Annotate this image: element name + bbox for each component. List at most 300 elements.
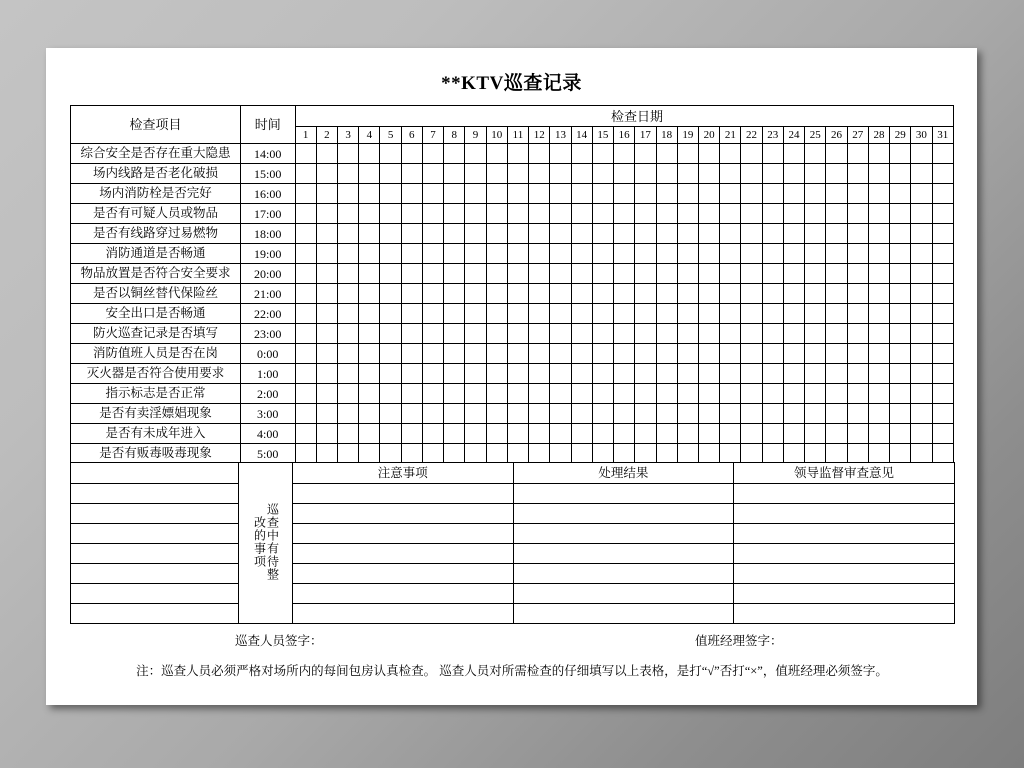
check-cell-day-22[interactable] <box>741 304 762 324</box>
check-cell-day-2[interactable] <box>316 424 337 444</box>
check-cell-day-26[interactable] <box>826 224 847 244</box>
check-cell-day-20[interactable] <box>698 184 719 204</box>
check-cell-day-14[interactable] <box>571 284 592 304</box>
check-cell-day-25[interactable] <box>805 324 826 344</box>
check-cell-day-15[interactable] <box>592 424 613 444</box>
check-cell-day-13[interactable] <box>550 364 571 384</box>
check-cell-day-3[interactable] <box>337 164 358 184</box>
check-cell-day-17[interactable] <box>635 224 656 244</box>
check-cell-day-30[interactable] <box>911 184 932 204</box>
check-cell-day-21[interactable] <box>720 224 741 244</box>
check-cell-day-17[interactable] <box>635 364 656 384</box>
check-cell-day-7[interactable] <box>422 184 443 204</box>
check-cell-day-8[interactable] <box>444 284 465 304</box>
check-cell-day-24[interactable] <box>783 324 804 344</box>
remarks-blank-cell[interactable] <box>513 484 734 504</box>
check-cell-day-5[interactable] <box>380 164 401 184</box>
check-cell-day-22[interactable] <box>741 324 762 344</box>
check-cell-day-5[interactable] <box>380 284 401 304</box>
check-cell-day-20[interactable] <box>698 284 719 304</box>
check-cell-day-19[interactable] <box>677 164 698 184</box>
check-cell-day-25[interactable] <box>805 404 826 424</box>
check-cell-day-22[interactable] <box>741 144 762 164</box>
check-cell-day-7[interactable] <box>422 144 443 164</box>
check-cell-day-13[interactable] <box>550 324 571 344</box>
check-cell-day-30[interactable] <box>911 224 932 244</box>
check-cell-day-10[interactable] <box>486 264 507 284</box>
check-cell-day-22[interactable] <box>741 444 762 464</box>
check-cell-day-4[interactable] <box>359 324 380 344</box>
check-cell-day-14[interactable] <box>571 144 592 164</box>
check-cell-day-10[interactable] <box>486 144 507 164</box>
check-cell-day-14[interactable] <box>571 184 592 204</box>
check-cell-day-26[interactable] <box>826 304 847 324</box>
check-cell-day-11[interactable] <box>507 224 528 244</box>
check-cell-day-8[interactable] <box>444 164 465 184</box>
check-cell-day-1[interactable] <box>295 164 316 184</box>
check-cell-day-14[interactable] <box>571 364 592 384</box>
check-cell-day-11[interactable] <box>507 284 528 304</box>
check-cell-day-20[interactable] <box>698 404 719 424</box>
check-cell-day-8[interactable] <box>444 184 465 204</box>
check-cell-day-3[interactable] <box>337 284 358 304</box>
check-cell-day-12[interactable] <box>529 384 550 404</box>
remarks-blank-cell[interactable] <box>293 524 514 544</box>
check-cell-day-13[interactable] <box>550 244 571 264</box>
check-cell-day-5[interactable] <box>380 324 401 344</box>
check-cell-day-11[interactable] <box>507 264 528 284</box>
check-cell-day-31[interactable] <box>932 364 953 384</box>
check-cell-day-7[interactable] <box>422 224 443 244</box>
check-cell-day-31[interactable] <box>932 164 953 184</box>
remarks-left-blank-cell[interactable] <box>71 484 239 504</box>
check-cell-day-6[interactable] <box>401 344 422 364</box>
remarks-blank-cell[interactable] <box>513 544 734 564</box>
check-cell-day-11[interactable] <box>507 384 528 404</box>
check-cell-day-31[interactable] <box>932 304 953 324</box>
check-cell-day-16[interactable] <box>614 164 635 184</box>
check-cell-day-20[interactable] <box>698 244 719 264</box>
check-cell-day-23[interactable] <box>762 244 783 264</box>
check-cell-day-26[interactable] <box>826 324 847 344</box>
check-cell-day-28[interactable] <box>868 404 889 424</box>
check-cell-day-14[interactable] <box>571 344 592 364</box>
check-cell-day-28[interactable] <box>868 344 889 364</box>
check-cell-day-17[interactable] <box>635 164 656 184</box>
check-cell-day-20[interactable] <box>698 304 719 324</box>
check-cell-day-14[interactable] <box>571 324 592 344</box>
remarks-left-blank-cell[interactable] <box>71 604 239 624</box>
check-cell-day-5[interactable] <box>380 184 401 204</box>
check-cell-day-22[interactable] <box>741 404 762 424</box>
check-cell-day-25[interactable] <box>805 304 826 324</box>
check-cell-day-31[interactable] <box>932 184 953 204</box>
check-cell-day-5[interactable] <box>380 264 401 284</box>
check-cell-day-21[interactable] <box>720 264 741 284</box>
check-cell-day-14[interactable] <box>571 264 592 284</box>
check-cell-day-22[interactable] <box>741 244 762 264</box>
check-cell-day-18[interactable] <box>656 144 677 164</box>
check-cell-day-24[interactable] <box>783 284 804 304</box>
check-cell-day-16[interactable] <box>614 304 635 324</box>
check-cell-day-5[interactable] <box>380 224 401 244</box>
check-cell-day-11[interactable] <box>507 324 528 344</box>
check-cell-day-1[interactable] <box>295 184 316 204</box>
check-cell-day-11[interactable] <box>507 204 528 224</box>
check-cell-day-20[interactable] <box>698 204 719 224</box>
remarks-blank-cell[interactable] <box>513 584 734 604</box>
check-cell-day-27[interactable] <box>847 364 868 384</box>
check-cell-day-2[interactable] <box>316 204 337 224</box>
check-cell-day-26[interactable] <box>826 144 847 164</box>
check-cell-day-6[interactable] <box>401 444 422 464</box>
check-cell-day-22[interactable] <box>741 284 762 304</box>
check-cell-day-6[interactable] <box>401 324 422 344</box>
check-cell-day-29[interactable] <box>890 164 911 184</box>
check-cell-day-31[interactable] <box>932 324 953 344</box>
check-cell-day-14[interactable] <box>571 384 592 404</box>
check-cell-day-1[interactable] <box>295 444 316 464</box>
check-cell-day-3[interactable] <box>337 344 358 364</box>
check-cell-day-8[interactable] <box>444 304 465 324</box>
check-cell-day-21[interactable] <box>720 184 741 204</box>
check-cell-day-23[interactable] <box>762 344 783 364</box>
check-cell-day-26[interactable] <box>826 284 847 304</box>
check-cell-day-7[interactable] <box>422 364 443 384</box>
check-cell-day-2[interactable] <box>316 184 337 204</box>
check-cell-day-19[interactable] <box>677 344 698 364</box>
check-cell-day-18[interactable] <box>656 264 677 284</box>
check-cell-day-6[interactable] <box>401 404 422 424</box>
check-cell-day-6[interactable] <box>401 304 422 324</box>
check-cell-day-16[interactable] <box>614 444 635 464</box>
check-cell-day-16[interactable] <box>614 344 635 364</box>
check-cell-day-17[interactable] <box>635 404 656 424</box>
check-cell-day-18[interactable] <box>656 204 677 224</box>
check-cell-day-15[interactable] <box>592 164 613 184</box>
check-cell-day-11[interactable] <box>507 144 528 164</box>
check-cell-day-29[interactable] <box>890 184 911 204</box>
check-cell-day-28[interactable] <box>868 204 889 224</box>
check-cell-day-17[interactable] <box>635 424 656 444</box>
check-cell-day-19[interactable] <box>677 204 698 224</box>
check-cell-day-10[interactable] <box>486 244 507 264</box>
check-cell-day-19[interactable] <box>677 224 698 244</box>
check-cell-day-19[interactable] <box>677 284 698 304</box>
check-cell-day-29[interactable] <box>890 404 911 424</box>
check-cell-day-19[interactable] <box>677 444 698 464</box>
check-cell-day-10[interactable] <box>486 304 507 324</box>
check-cell-day-15[interactable] <box>592 224 613 244</box>
check-cell-day-13[interactable] <box>550 384 571 404</box>
check-cell-day-28[interactable] <box>868 244 889 264</box>
check-cell-day-17[interactable] <box>635 144 656 164</box>
check-cell-day-13[interactable] <box>550 204 571 224</box>
check-cell-day-27[interactable] <box>847 184 868 204</box>
remarks-left-blank-cell[interactable] <box>71 504 239 524</box>
check-cell-day-10[interactable] <box>486 224 507 244</box>
check-cell-day-28[interactable] <box>868 284 889 304</box>
check-cell-day-24[interactable] <box>783 384 804 404</box>
check-cell-day-21[interactable] <box>720 164 741 184</box>
check-cell-day-8[interactable] <box>444 384 465 404</box>
check-cell-day-24[interactable] <box>783 164 804 184</box>
check-cell-day-30[interactable] <box>911 284 932 304</box>
check-cell-day-28[interactable] <box>868 444 889 464</box>
check-cell-day-14[interactable] <box>571 304 592 324</box>
check-cell-day-8[interactable] <box>444 244 465 264</box>
check-cell-day-16[interactable] <box>614 264 635 284</box>
remarks-left-blank-cell[interactable] <box>71 564 239 584</box>
check-cell-day-8[interactable] <box>444 204 465 224</box>
check-cell-day-31[interactable] <box>932 264 953 284</box>
check-cell-day-24[interactable] <box>783 444 804 464</box>
check-cell-day-13[interactable] <box>550 304 571 324</box>
check-cell-day-4[interactable] <box>359 204 380 224</box>
check-cell-day-22[interactable] <box>741 164 762 184</box>
check-cell-day-20[interactable] <box>698 324 719 344</box>
check-cell-day-15[interactable] <box>592 244 613 264</box>
check-cell-day-6[interactable] <box>401 184 422 204</box>
check-cell-day-29[interactable] <box>890 204 911 224</box>
check-cell-day-22[interactable] <box>741 264 762 284</box>
check-cell-day-25[interactable] <box>805 184 826 204</box>
check-cell-day-13[interactable] <box>550 144 571 164</box>
check-cell-day-15[interactable] <box>592 304 613 324</box>
check-cell-day-17[interactable] <box>635 204 656 224</box>
check-cell-day-24[interactable] <box>783 224 804 244</box>
check-cell-day-1[interactable] <box>295 364 316 384</box>
check-cell-day-12[interactable] <box>529 364 550 384</box>
check-cell-day-25[interactable] <box>805 424 826 444</box>
check-cell-day-12[interactable] <box>529 404 550 424</box>
check-cell-day-9[interactable] <box>465 324 486 344</box>
check-cell-day-7[interactable] <box>422 284 443 304</box>
check-cell-day-10[interactable] <box>486 384 507 404</box>
check-cell-day-9[interactable] <box>465 404 486 424</box>
check-cell-day-21[interactable] <box>720 364 741 384</box>
check-cell-day-20[interactable] <box>698 264 719 284</box>
check-cell-day-14[interactable] <box>571 424 592 444</box>
check-cell-day-11[interactable] <box>507 424 528 444</box>
check-cell-day-6[interactable] <box>401 204 422 224</box>
check-cell-day-4[interactable] <box>359 244 380 264</box>
check-cell-day-20[interactable] <box>698 224 719 244</box>
check-cell-day-14[interactable] <box>571 224 592 244</box>
check-cell-day-14[interactable] <box>571 444 592 464</box>
check-cell-day-18[interactable] <box>656 164 677 184</box>
check-cell-day-27[interactable] <box>847 344 868 364</box>
check-cell-day-4[interactable] <box>359 144 380 164</box>
check-cell-day-18[interactable] <box>656 404 677 424</box>
check-cell-day-30[interactable] <box>911 364 932 384</box>
check-cell-day-5[interactable] <box>380 144 401 164</box>
check-cell-day-8[interactable] <box>444 364 465 384</box>
check-cell-day-15[interactable] <box>592 204 613 224</box>
check-cell-day-17[interactable] <box>635 284 656 304</box>
check-cell-day-11[interactable] <box>507 444 528 464</box>
check-cell-day-3[interactable] <box>337 224 358 244</box>
check-cell-day-5[interactable] <box>380 444 401 464</box>
check-cell-day-12[interactable] <box>529 424 550 444</box>
check-cell-day-16[interactable] <box>614 404 635 424</box>
check-cell-day-15[interactable] <box>592 284 613 304</box>
check-cell-day-23[interactable] <box>762 144 783 164</box>
check-cell-day-5[interactable] <box>380 204 401 224</box>
check-cell-day-2[interactable] <box>316 244 337 264</box>
check-cell-day-22[interactable] <box>741 184 762 204</box>
check-cell-day-4[interactable] <box>359 444 380 464</box>
check-cell-day-17[interactable] <box>635 384 656 404</box>
check-cell-day-19[interactable] <box>677 304 698 324</box>
check-cell-day-3[interactable] <box>337 204 358 224</box>
check-cell-day-8[interactable] <box>444 344 465 364</box>
check-cell-day-17[interactable] <box>635 444 656 464</box>
check-cell-day-7[interactable] <box>422 424 443 444</box>
remarks-blank-cell[interactable] <box>293 544 514 564</box>
check-cell-day-16[interactable] <box>614 144 635 164</box>
check-cell-day-27[interactable] <box>847 164 868 184</box>
check-cell-day-24[interactable] <box>783 264 804 284</box>
check-cell-day-5[interactable] <box>380 384 401 404</box>
check-cell-day-4[interactable] <box>359 384 380 404</box>
check-cell-day-20[interactable] <box>698 444 719 464</box>
check-cell-day-1[interactable] <box>295 244 316 264</box>
check-cell-day-11[interactable] <box>507 304 528 324</box>
check-cell-day-27[interactable] <box>847 144 868 164</box>
check-cell-day-31[interactable] <box>932 404 953 424</box>
check-cell-day-18[interactable] <box>656 384 677 404</box>
check-cell-day-9[interactable] <box>465 344 486 364</box>
check-cell-day-21[interactable] <box>720 344 741 364</box>
check-cell-day-22[interactable] <box>741 224 762 244</box>
check-cell-day-7[interactable] <box>422 164 443 184</box>
check-cell-day-20[interactable] <box>698 144 719 164</box>
check-cell-day-26[interactable] <box>826 204 847 224</box>
check-cell-day-12[interactable] <box>529 144 550 164</box>
check-cell-day-15[interactable] <box>592 184 613 204</box>
check-cell-day-2[interactable] <box>316 364 337 384</box>
check-cell-day-15[interactable] <box>592 384 613 404</box>
check-cell-day-10[interactable] <box>486 184 507 204</box>
remarks-blank-cell[interactable] <box>293 484 514 504</box>
check-cell-day-18[interactable] <box>656 224 677 244</box>
check-cell-day-25[interactable] <box>805 444 826 464</box>
check-cell-day-12[interactable] <box>529 224 550 244</box>
check-cell-day-23[interactable] <box>762 384 783 404</box>
check-cell-day-22[interactable] <box>741 424 762 444</box>
check-cell-day-18[interactable] <box>656 444 677 464</box>
check-cell-day-31[interactable] <box>932 384 953 404</box>
check-cell-day-8[interactable] <box>444 404 465 424</box>
check-cell-day-18[interactable] <box>656 424 677 444</box>
check-cell-day-16[interactable] <box>614 184 635 204</box>
check-cell-day-4[interactable] <box>359 224 380 244</box>
check-cell-day-27[interactable] <box>847 224 868 244</box>
check-cell-day-23[interactable] <box>762 284 783 304</box>
check-cell-day-26[interactable] <box>826 444 847 464</box>
check-cell-day-24[interactable] <box>783 344 804 364</box>
check-cell-day-3[interactable] <box>337 444 358 464</box>
check-cell-day-8[interactable] <box>444 424 465 444</box>
check-cell-day-12[interactable] <box>529 264 550 284</box>
check-cell-day-17[interactable] <box>635 184 656 204</box>
check-cell-day-10[interactable] <box>486 404 507 424</box>
check-cell-day-27[interactable] <box>847 304 868 324</box>
check-cell-day-23[interactable] <box>762 424 783 444</box>
check-cell-day-4[interactable] <box>359 364 380 384</box>
check-cell-day-9[interactable] <box>465 244 486 264</box>
check-cell-day-2[interactable] <box>316 224 337 244</box>
check-cell-day-26[interactable] <box>826 404 847 424</box>
check-cell-day-5[interactable] <box>380 304 401 324</box>
check-cell-day-4[interactable] <box>359 404 380 424</box>
check-cell-day-13[interactable] <box>550 284 571 304</box>
check-cell-day-29[interactable] <box>890 384 911 404</box>
check-cell-day-3[interactable] <box>337 184 358 204</box>
check-cell-day-1[interactable] <box>295 144 316 164</box>
check-cell-day-31[interactable] <box>932 284 953 304</box>
check-cell-day-29[interactable] <box>890 264 911 284</box>
check-cell-day-23[interactable] <box>762 264 783 284</box>
check-cell-day-16[interactable] <box>614 364 635 384</box>
check-cell-day-23[interactable] <box>762 304 783 324</box>
check-cell-day-21[interactable] <box>720 404 741 424</box>
remarks-blank-cell[interactable] <box>293 564 514 584</box>
check-cell-day-21[interactable] <box>720 444 741 464</box>
check-cell-day-24[interactable] <box>783 304 804 324</box>
check-cell-day-25[interactable] <box>805 204 826 224</box>
remarks-left-blank-cell[interactable] <box>71 584 239 604</box>
check-cell-day-12[interactable] <box>529 324 550 344</box>
check-cell-day-4[interactable] <box>359 284 380 304</box>
check-cell-day-30[interactable] <box>911 404 932 424</box>
check-cell-day-8[interactable] <box>444 224 465 244</box>
check-cell-day-26[interactable] <box>826 424 847 444</box>
check-cell-day-24[interactable] <box>783 404 804 424</box>
check-cell-day-28[interactable] <box>868 324 889 344</box>
check-cell-day-7[interactable] <box>422 344 443 364</box>
check-cell-day-29[interactable] <box>890 444 911 464</box>
check-cell-day-26[interactable] <box>826 244 847 264</box>
check-cell-day-1[interactable] <box>295 304 316 324</box>
check-cell-day-15[interactable] <box>592 264 613 284</box>
check-cell-day-22[interactable] <box>741 384 762 404</box>
check-cell-day-3[interactable] <box>337 324 358 344</box>
check-cell-day-15[interactable] <box>592 404 613 424</box>
check-cell-day-19[interactable] <box>677 364 698 384</box>
check-cell-day-24[interactable] <box>783 144 804 164</box>
check-cell-day-20[interactable] <box>698 164 719 184</box>
check-cell-day-29[interactable] <box>890 224 911 244</box>
check-cell-day-21[interactable] <box>720 204 741 224</box>
check-cell-day-23[interactable] <box>762 444 783 464</box>
check-cell-day-26[interactable] <box>826 384 847 404</box>
check-cell-day-21[interactable] <box>720 304 741 324</box>
check-cell-day-27[interactable] <box>847 404 868 424</box>
check-cell-day-23[interactable] <box>762 324 783 344</box>
check-cell-day-17[interactable] <box>635 244 656 264</box>
check-cell-day-14[interactable] <box>571 204 592 224</box>
check-cell-day-16[interactable] <box>614 224 635 244</box>
check-cell-day-22[interactable] <box>741 204 762 224</box>
check-cell-day-21[interactable] <box>720 424 741 444</box>
check-cell-day-2[interactable] <box>316 304 337 324</box>
check-cell-day-11[interactable] <box>507 164 528 184</box>
check-cell-day-2[interactable] <box>316 144 337 164</box>
check-cell-day-6[interactable] <box>401 244 422 264</box>
check-cell-day-29[interactable] <box>890 344 911 364</box>
